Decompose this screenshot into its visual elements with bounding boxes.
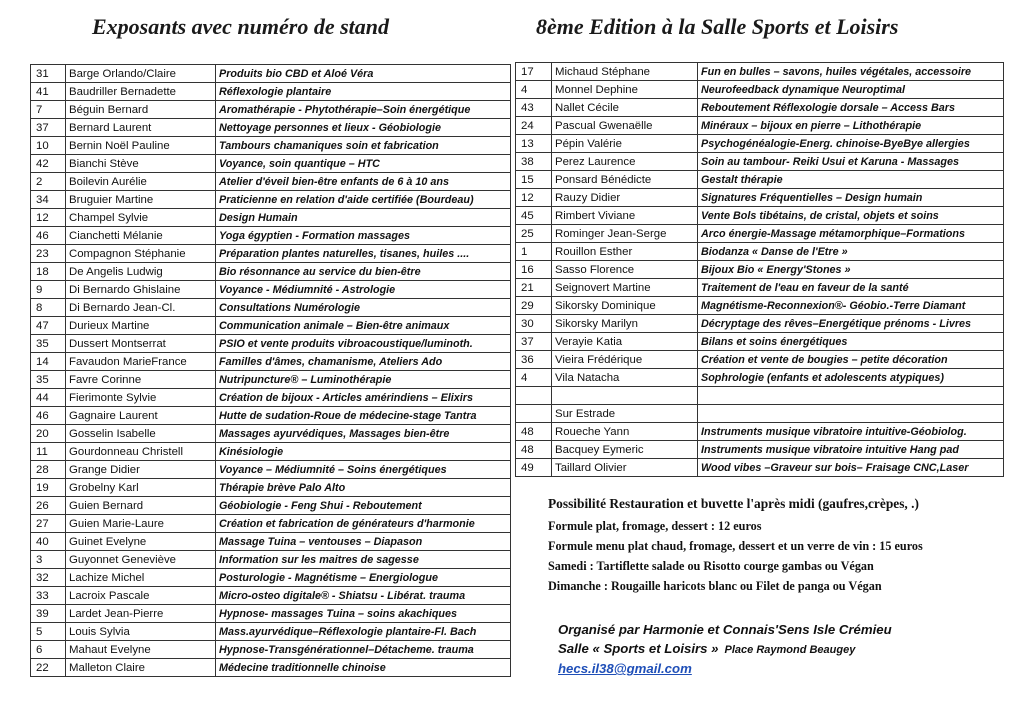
catering-info (548, 494, 1008, 596)
exhibitor-row (516, 459, 1004, 477)
exhibitor-row (516, 99, 1004, 117)
exhibitor-row (31, 209, 511, 227)
exhibitor-row (516, 135, 1004, 153)
exhibitor-name: Fierimonte Sylvie (66, 389, 216, 407)
exhibitor-activity: Bilans et soins énergétiques (698, 333, 1004, 351)
exhibitor-name: De Angelis Ludwig (66, 263, 216, 281)
stand-number: 26 (31, 497, 66, 515)
exhibitor-name: Guien Marie-Laure (66, 515, 216, 533)
stand-number: 9 (31, 281, 66, 299)
exhibitor-activity: Produits bio CBD et Aloé Véra (216, 65, 511, 83)
exhibitor-name: Taillard Olivier (552, 459, 698, 477)
stand-number: 41 (31, 83, 66, 101)
catering-headline: Possibilité Restauration et buvette l'après midi (gaufres,crèpes, .) (548, 496, 919, 511)
stand-number: 43 (516, 99, 552, 117)
exhibitor-name: Favaudon MarieFrance (66, 353, 216, 371)
exhibitor-name: Di Bernardo Ghislaine (66, 281, 216, 299)
stand-number: 34 (31, 191, 66, 209)
exhibitor-activity: Nettoyage personnes et lieux - Géobiologie (216, 119, 511, 137)
exhibitor-row (516, 387, 1004, 405)
exhibitor-activity: Soin au tambour- Reiki Usui et Karuna - Massages (698, 153, 1004, 171)
exhibitor-name: Seignovert Martine (552, 279, 698, 297)
exhibitor-activity: Familles d'âmes, chamanisme, Ateliers Ado (216, 353, 511, 371)
stand-number: 30 (516, 315, 552, 333)
exhibitor-name: Bernin Noël Pauline (66, 137, 216, 155)
exhibitor-row (31, 497, 511, 515)
exhibitor-row (516, 189, 1004, 207)
exhibitor-activity: Reboutement Réflexologie dorsale – Access Bars (698, 99, 1004, 117)
exhibitor-name: Pascual Gwenaëlle (552, 117, 698, 135)
exhibitor-activity: Biodanza « Danse de l'Etre » (698, 243, 1004, 261)
exhibitor-name: Malleton Claire (66, 659, 216, 677)
exhibitor-row (31, 425, 511, 443)
exhibitors-table-left (30, 64, 511, 677)
exhibitor-row (31, 623, 511, 641)
exhibitor-row (31, 299, 511, 317)
stand-number: 36 (516, 351, 552, 369)
exhibitor-name: Bruguier Martine (66, 191, 216, 209)
stand-number: 39 (31, 605, 66, 623)
exhibitor-name: Cianchetti Mélanie (66, 227, 216, 245)
exhibitor-name (552, 387, 698, 405)
exhibitor-row (31, 173, 511, 191)
stand-number: 37 (516, 333, 552, 351)
menu-line: Formule menu plat chaud, fromage, dessert et un verre de vin : 15 euros (548, 539, 923, 553)
exhibitor-activity: Minéraux – bijoux en pierre – Lithothérapie (698, 117, 1004, 135)
exhibitor-name: Grange Didier (66, 461, 216, 479)
exhibitor-activity: Vente Bols tibétains, de cristal, objets et soins (698, 207, 1004, 225)
exhibitor-row (31, 335, 511, 353)
stand-number: 2 (31, 173, 66, 191)
exhibitor-name: Roueche Yann (552, 423, 698, 441)
stand-number: 32 (31, 569, 66, 587)
stand-number: 10 (31, 137, 66, 155)
exhibitor-row (31, 479, 511, 497)
exhibitor-row (31, 587, 511, 605)
exhibitor-activity: Bijoux Bio « Energy'Stones » (698, 261, 1004, 279)
exhibitor-row (516, 279, 1004, 297)
exhibitor-activity: Voyance - Médiumnité - Astrologie (216, 281, 511, 299)
exhibitor-row (516, 207, 1004, 225)
stand-number: 6 (31, 641, 66, 659)
stand-number (516, 405, 552, 423)
stand-number: 3 (31, 551, 66, 569)
exhibitor-activity: Préparation plantes naturelles, tisanes, huiles .... (216, 245, 511, 263)
exhibitor-row (31, 407, 511, 425)
stand-number: 49 (516, 459, 552, 477)
exhibitor-name: Vila Natacha (552, 369, 698, 387)
exhibitor-row (516, 423, 1004, 441)
exhibitor-activity: Psychogénéalogie-Energ. chinoise-ByeBye allergies (698, 135, 1004, 153)
exhibitor-activity: Hypnose- massages Tuina – soins akachiques (216, 605, 511, 623)
exhibitor-activity: Voyance, soin quantique – HTC (216, 155, 511, 173)
exhibitor-activity: Kinésiologie (216, 443, 511, 461)
exhibitor-name: Michaud Stéphane (552, 63, 698, 81)
exhibitor-row (516, 153, 1004, 171)
stand-number: 11 (31, 443, 66, 461)
exhibitor-name: Vieira Frédérique (552, 351, 698, 369)
exhibitor-row (31, 101, 511, 119)
exhibitor-activity: Aromathérapie - Phytothérapie–Soin énergétique (216, 101, 511, 119)
stand-number: 46 (31, 407, 66, 425)
stand-number: 20 (31, 425, 66, 443)
exhibitor-row (516, 171, 1004, 189)
exhibitor-row (516, 297, 1004, 315)
exhibitor-row (31, 263, 511, 281)
exhibitor-row (31, 515, 511, 533)
exhibitor-activity: Bio résonnance au service du bien-être (216, 263, 511, 281)
exhibitor-row (31, 551, 511, 569)
exhibitor-row (31, 605, 511, 623)
exhibitor-activity: Wood vibes –Graveur sur bois– Fraisage CNC,Laser (698, 459, 1004, 477)
exhibitor-activity: PSIO et vente produits vibroacoustique/luminoth. (216, 335, 511, 353)
stand-number: 4 (516, 369, 552, 387)
stand-number: 46 (31, 227, 66, 245)
exhibitor-name: Bianchi Stève (66, 155, 216, 173)
exhibitor-name: Grobelny Karl (66, 479, 216, 497)
stand-number: 7 (31, 101, 66, 119)
exhibitor-activity: Yoga égyptien - Formation massages (216, 227, 511, 245)
exhibitor-activity: Fun en bulles – savons, huiles végétales, accessoire (698, 63, 1004, 81)
stand-number: 48 (516, 441, 552, 459)
exhibitor-name: Bernard Laurent (66, 119, 216, 137)
stand-number: 40 (31, 533, 66, 551)
exhibitor-name: Lardet Jean-Pierre (66, 605, 216, 623)
stand-number: 21 (516, 279, 552, 297)
stand-number: 29 (516, 297, 552, 315)
exhibitor-row (31, 641, 511, 659)
stand-number: 18 (31, 263, 66, 281)
exhibitor-row (516, 369, 1004, 387)
exhibitor-activity: Mass.ayurvédique–Réflexologie plantaire-Fl. Bach (216, 623, 511, 641)
stand-number: 23 (31, 245, 66, 263)
exhibitor-row (31, 281, 511, 299)
stand-number: 14 (31, 353, 66, 371)
organizer-block (558, 622, 1008, 678)
exhibitor-name: Ponsard Bénédicte (552, 171, 698, 189)
exhibitor-row (31, 137, 511, 155)
exhibitor-activity: Praticienne en relation d'aide certifiée (Bourdeau) (216, 191, 511, 209)
exhibitor-activity: Réflexologie plantaire (216, 83, 511, 101)
exhibitor-row (516, 315, 1004, 333)
exhibitor-name: Durieux Martine (66, 317, 216, 335)
exhibitor-row (31, 317, 511, 335)
venue-address: Place Raymond Beaugey (724, 644, 856, 656)
stand-number: 47 (31, 317, 66, 335)
exhibitor-activity: Communication animale – Bien-être animaux (216, 317, 511, 335)
exhibitor-activity: Massages ayurvédiques, Massages bien-être (216, 425, 511, 443)
stand-number: 17 (516, 63, 552, 81)
exhibitor-name: Gourdonneau Christell (66, 443, 216, 461)
exhibitor-name: Boilevin Aurélie (66, 173, 216, 191)
stand-number: 5 (31, 623, 66, 641)
exhibitor-row (31, 83, 511, 101)
exhibitor-activity: Instruments musique vibratoire intuitive-Géobiolog. (698, 423, 1004, 441)
exhibitor-row (516, 405, 1004, 423)
exhibitor-row (516, 225, 1004, 243)
stand-number: 19 (31, 479, 66, 497)
stand-number: 24 (516, 117, 552, 135)
exhibitor-row (516, 81, 1004, 99)
exhibitor-activity: Création de bijoux - Articles amérindiens – Elixirs (216, 389, 511, 407)
stand-number: 15 (516, 171, 552, 189)
venue-line (558, 641, 1008, 660)
exhibitor-row (31, 659, 511, 677)
exhibitor-activity: Géobiologie - Feng Shui - Reboutement (216, 497, 511, 515)
stand-number: 4 (516, 81, 552, 99)
sunday-menu: Dimanche : Rougaille haricots blanc ou Filet de panga ou Végan (548, 579, 882, 593)
stand-number: 25 (516, 225, 552, 243)
exhibitor-name: Champel Sylvie (66, 209, 216, 227)
exhibitor-row (31, 245, 511, 263)
exhibitor-activity: Information sur les maitres de sagesse (216, 551, 511, 569)
exhibitor-activity: Micro-osteo digitale® - Shiatsu - Libérat. trauma (216, 587, 511, 605)
exhibitor-activity: Atelier d'éveil bien-être enfants de 6 à 10 ans (216, 173, 511, 191)
exhibitor-name: Gosselin Isabelle (66, 425, 216, 443)
stand-number: 13 (516, 135, 552, 153)
exhibitor-name: Rimbert Viviane (552, 207, 698, 225)
exhibitor-name: Favre Corinne (66, 371, 216, 389)
stand-number: 44 (31, 389, 66, 407)
exhibitor-row (516, 333, 1004, 351)
stand-number: 37 (31, 119, 66, 137)
exhibitor-activity: Design Humain (216, 209, 511, 227)
exhibitor-row (516, 117, 1004, 135)
exhibitor-activity: Massage Tuina – ventouses – Diapason (216, 533, 511, 551)
exhibitor-row (31, 119, 511, 137)
menu-line: Formule plat, fromage, dessert : 12 euros (548, 519, 762, 533)
stand-number: 12 (31, 209, 66, 227)
stand-number: 35 (31, 371, 66, 389)
exhibitor-name: Guinet Evelyne (66, 533, 216, 551)
organizer-line: Organisé par Harmonie et Connais'Sens Isle Crémieu (558, 622, 892, 637)
exhibitor-activity: Signatures Fréquentielles – Design humain (698, 189, 1004, 207)
exhibitor-name: Rauzy Didier (552, 189, 698, 207)
exhibitor-row (31, 461, 511, 479)
exhibitor-row (516, 441, 1004, 459)
exhibitor-name: Verayie Katia (552, 333, 698, 351)
exhibitor-activity: Création et fabrication de générateurs d'harmonie (216, 515, 511, 533)
exhibitor-name: Mahaut Evelyne (66, 641, 216, 659)
exhibitor-row (31, 443, 511, 461)
exhibitor-name: Lacroix Pascale (66, 587, 216, 605)
exhibitor-name: Pépin Valérie (552, 135, 698, 153)
stand-number: 48 (516, 423, 552, 441)
exhibitor-name: Lachize Michel (66, 569, 216, 587)
exhibitor-activity: Nutripuncture® – Luminothérapie (216, 371, 511, 389)
exhibitor-name: Béguin Bernard (66, 101, 216, 119)
exhibitor-activity: Médecine traditionnelle chinoise (216, 659, 511, 677)
exhibitor-name: Nallet Cécile (552, 99, 698, 117)
exhibitor-row (31, 389, 511, 407)
exhibitor-name: Baudriller Bernadette (66, 83, 216, 101)
exhibitor-name: Rominger Jean-Serge (552, 225, 698, 243)
exhibitor-activity: Thérapie brève Palo Alto (216, 479, 511, 497)
exhibitor-name: Rouillon Esther (552, 243, 698, 261)
edition-title: 8ème Edition à la Salle Sports et Loisirs (536, 14, 899, 39)
stand-number: 28 (31, 461, 66, 479)
exhibitor-row (31, 155, 511, 173)
exhibitor-name: Sikorsky Marilyn (552, 315, 698, 333)
exhibitor-row (516, 243, 1004, 261)
stand-number: 8 (31, 299, 66, 317)
stand-number: 33 (31, 587, 66, 605)
stand-number: 16 (516, 261, 552, 279)
exhibitor-activity: Posturologie - Magnétisme – Energiologue (216, 569, 511, 587)
exhibitor-name: Sur Estrade (552, 405, 698, 423)
exhibitor-activity (698, 387, 1004, 405)
stand-number: 1 (516, 243, 552, 261)
exhibitor-row (31, 353, 511, 371)
exhibitor-row (31, 371, 511, 389)
stand-number: 31 (31, 65, 66, 83)
exhibitor-activity: Consultations Numérologie (216, 299, 511, 317)
exhibitors-title: Exposants avec numéro de stand (92, 14, 390, 39)
stand-number: 12 (516, 189, 552, 207)
stand-number: 35 (31, 335, 66, 353)
venue-name: Salle « Sports et Loisirs » (558, 641, 719, 656)
exhibitor-row (31, 227, 511, 245)
exhibitor-activity: Décryptage des rêves–Energétique prénoms - Livres (698, 315, 1004, 333)
exhibitor-name: Guyonnet Geneviève (66, 551, 216, 569)
exhibitor-name: Sasso Florence (552, 261, 698, 279)
exhibitor-name: Perez Laurence (552, 153, 698, 171)
stand-number: 22 (31, 659, 66, 677)
exhibitor-name: Gagnaire Laurent (66, 407, 216, 425)
saturday-menu: Samedi : Tartiflette salade ou Risotto courge gambas ou Végan (548, 559, 874, 573)
exhibitor-activity: Sophrologie (enfants et adolescents atypiques) (698, 369, 1004, 387)
exhibitor-name: Dussert Montserrat (66, 335, 216, 353)
exhibitor-activity: Neurofeedback dynamique Neuroptimal (698, 81, 1004, 99)
exhibitor-name: Bacquey Eymeric (552, 441, 698, 459)
exhibitor-activity: Hypnose-Transgénérationnel–Détacheme. trauma (216, 641, 511, 659)
exhibitor-name: Guien Bernard (66, 497, 216, 515)
exhibitor-activity (698, 405, 1004, 423)
exhibitor-row (31, 533, 511, 551)
exhibitor-name: Monnel Dephine (552, 81, 698, 99)
exhibitor-row (516, 261, 1004, 279)
exhibitor-row (516, 63, 1004, 81)
organizer-email-link[interactable]: hecs.il38@gmail.com (558, 661, 692, 676)
exhibitor-activity: Traitement de l'eau en faveur de la santé (698, 279, 1004, 297)
exhibitor-row (516, 351, 1004, 369)
stand-number: 27 (31, 515, 66, 533)
stand-number (516, 387, 552, 405)
exhibitor-name: Di Bernardo Jean-Cl. (66, 299, 216, 317)
exhibitor-activity: Magnétisme-Reconnexion®- Géobio.-Terre Diamant (698, 297, 1004, 315)
exhibitor-row (31, 191, 511, 209)
exhibitor-activity: Instruments musique vibratoire intuitive Hang pad (698, 441, 1004, 459)
exhibitor-name: Barge Orlando/Claire (66, 65, 216, 83)
exhibitor-activity: Voyance – Médiumnité – Soins énergétiques (216, 461, 511, 479)
exhibitor-activity: Arco énergie-Massage métamorphique–Formations (698, 225, 1004, 243)
stand-number: 38 (516, 153, 552, 171)
exhibitor-activity: Création et vente de bougies – petite décoration (698, 351, 1004, 369)
exhibitor-activity: Gestalt thérapie (698, 171, 1004, 189)
exhibitor-name: Louis Sylvia (66, 623, 216, 641)
exhibitor-name: Compagnon Stéphanie (66, 245, 216, 263)
exhibitors-table-right (515, 62, 1004, 477)
stand-number: 45 (516, 207, 552, 225)
exhibitor-row (31, 569, 511, 587)
exhibitor-activity: Tambours chamaniques soin et fabrication (216, 137, 511, 155)
exhibitor-name: Sikorsky Dominique (552, 297, 698, 315)
stand-number: 42 (31, 155, 66, 173)
exhibitor-row (31, 65, 511, 83)
exhibitor-activity: Hutte de sudation-Roue de médecine-stage Tantra (216, 407, 511, 425)
